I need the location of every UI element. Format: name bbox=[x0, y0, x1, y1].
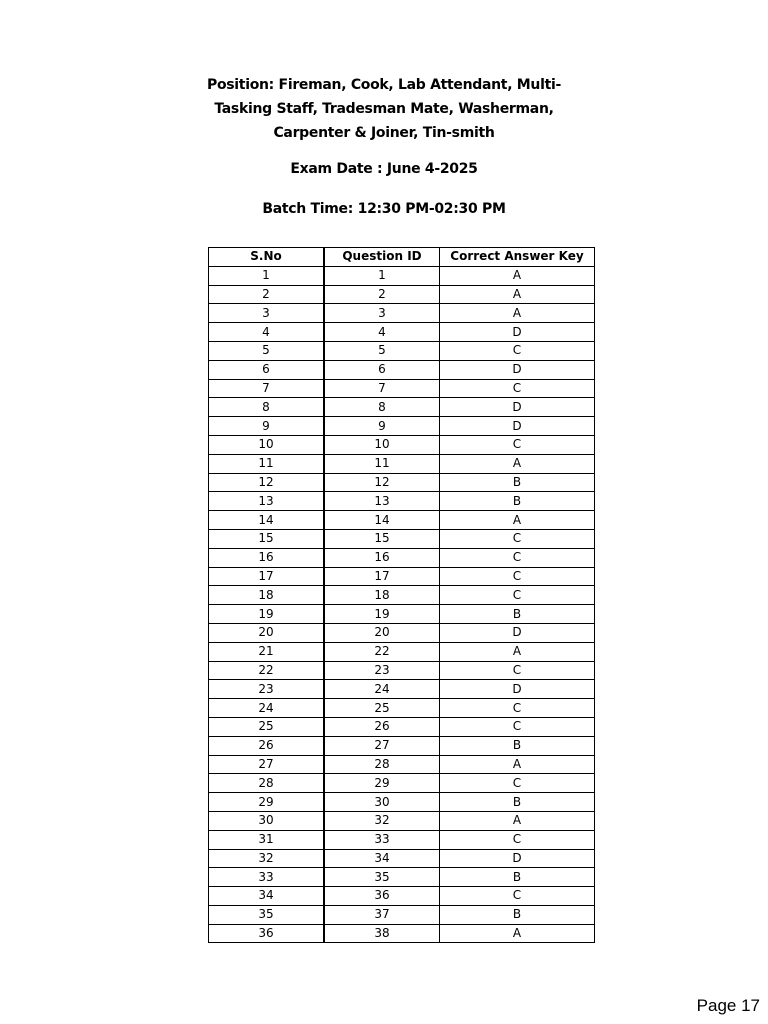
cell-sno: 11 bbox=[209, 454, 325, 473]
cell-answer-key: C bbox=[440, 529, 595, 548]
cell-question-id: 11 bbox=[324, 454, 440, 473]
cell-question-id: 12 bbox=[324, 473, 440, 492]
table-row bbox=[209, 341, 595, 360]
cell-sno: 15 bbox=[209, 529, 325, 548]
cell-answer-key: D bbox=[440, 680, 595, 699]
answer-key-table bbox=[208, 247, 595, 943]
cell-sno: 5 bbox=[209, 341, 325, 360]
cell-answer-key: A bbox=[440, 924, 595, 943]
cell-sno: 34 bbox=[209, 887, 325, 906]
cell-answer-key: C bbox=[440, 887, 595, 906]
cell-question-id: 32 bbox=[324, 811, 440, 830]
cell-answer-key: B bbox=[440, 793, 595, 812]
cell-sno: 33 bbox=[209, 868, 325, 887]
cell-question-id: 27 bbox=[324, 736, 440, 755]
cell-question-id: 7 bbox=[324, 379, 440, 398]
table-row bbox=[209, 699, 595, 718]
cell-sno: 25 bbox=[209, 717, 325, 736]
table-row bbox=[209, 586, 595, 605]
cell-question-id: 6 bbox=[324, 360, 440, 379]
cell-answer-key: D bbox=[440, 398, 595, 417]
table-row bbox=[209, 830, 595, 849]
table-row bbox=[209, 755, 595, 774]
table-row bbox=[209, 717, 595, 736]
cell-question-id: 18 bbox=[324, 586, 440, 605]
cell-answer-key: B bbox=[440, 868, 595, 887]
cell-answer-key: A bbox=[440, 454, 595, 473]
cell-answer-key: C bbox=[440, 586, 595, 605]
cell-answer-key: C bbox=[440, 379, 595, 398]
cell-sno: 8 bbox=[209, 398, 325, 417]
table-row bbox=[209, 492, 595, 511]
table-body bbox=[209, 266, 595, 943]
cell-question-id: 36 bbox=[324, 887, 440, 906]
position-line-3: Carpenter & Joiner, Tin-smith bbox=[273, 125, 495, 141]
position-line-2: Tasking Staff, Tradesman Mate, Washerman, bbox=[214, 101, 554, 117]
table-row bbox=[209, 567, 595, 586]
cell-question-id: 17 bbox=[324, 567, 440, 586]
cell-question-id: 37 bbox=[324, 905, 440, 924]
cell-answer-key: C bbox=[440, 567, 595, 586]
table-row bbox=[209, 323, 595, 342]
cell-question-id: 26 bbox=[324, 717, 440, 736]
table-row bbox=[209, 548, 595, 567]
table-row bbox=[209, 849, 595, 868]
cell-question-id: 28 bbox=[324, 755, 440, 774]
cell-sno: 28 bbox=[209, 774, 325, 793]
position-line-1: Position: Fireman, Cook, Lab Attendant, Multi- bbox=[207, 77, 561, 93]
table-row bbox=[209, 924, 595, 943]
cell-sno: 26 bbox=[209, 736, 325, 755]
page-number: Page 17 bbox=[696, 996, 760, 1015]
cell-sno: 12 bbox=[209, 473, 325, 492]
exam-date: Exam Date : June 4-2025 bbox=[290, 161, 478, 177]
cell-question-id: 34 bbox=[324, 849, 440, 868]
cell-answer-key: D bbox=[440, 849, 595, 868]
cell-answer-key: C bbox=[440, 830, 595, 849]
table-row bbox=[209, 642, 595, 661]
cell-sno: 23 bbox=[209, 680, 325, 699]
cell-answer-key: C bbox=[440, 548, 595, 567]
table-row bbox=[209, 285, 595, 304]
table-row bbox=[209, 680, 595, 699]
cell-question-id: 8 bbox=[324, 398, 440, 417]
table-row bbox=[209, 623, 595, 642]
cell-sno: 20 bbox=[209, 623, 325, 642]
cell-sno: 13 bbox=[209, 492, 325, 511]
table-row bbox=[209, 905, 595, 924]
cell-question-id: 20 bbox=[324, 623, 440, 642]
cell-question-id: 16 bbox=[324, 548, 440, 567]
cell-sno: 17 bbox=[209, 567, 325, 586]
cell-question-id: 19 bbox=[324, 605, 440, 624]
cell-question-id: 13 bbox=[324, 492, 440, 511]
cell-sno: 7 bbox=[209, 379, 325, 398]
cell-answer-key: C bbox=[440, 435, 595, 454]
column-header-answer-key: Correct Answer Key bbox=[440, 248, 595, 267]
cell-answer-key: A bbox=[440, 755, 595, 774]
cell-question-id: 9 bbox=[324, 417, 440, 436]
table-row bbox=[209, 605, 595, 624]
table-row bbox=[209, 736, 595, 755]
table-row bbox=[209, 473, 595, 492]
cell-sno: 9 bbox=[209, 417, 325, 436]
table-row bbox=[209, 435, 595, 454]
cell-answer-key: D bbox=[440, 360, 595, 379]
table-row bbox=[209, 793, 595, 812]
cell-sno: 21 bbox=[209, 642, 325, 661]
cell-answer-key: C bbox=[440, 699, 595, 718]
cell-sno: 24 bbox=[209, 699, 325, 718]
cell-sno: 29 bbox=[209, 793, 325, 812]
cell-answer-key: C bbox=[440, 774, 595, 793]
cell-answer-key: A bbox=[440, 642, 595, 661]
cell-answer-key: D bbox=[440, 623, 595, 642]
cell-answer-key: B bbox=[440, 473, 595, 492]
cell-answer-key: C bbox=[440, 717, 595, 736]
cell-answer-key: B bbox=[440, 605, 595, 624]
cell-answer-key: A bbox=[440, 511, 595, 530]
cell-answer-key: B bbox=[440, 736, 595, 755]
column-header-sno: S.No bbox=[209, 248, 325, 267]
cell-answer-key: C bbox=[440, 661, 595, 680]
cell-sno: 35 bbox=[209, 905, 325, 924]
cell-sno: 30 bbox=[209, 811, 325, 830]
cell-question-id: 3 bbox=[324, 304, 440, 323]
cell-question-id: 2 bbox=[324, 285, 440, 304]
cell-answer-key: C bbox=[440, 341, 595, 360]
table-row bbox=[209, 360, 595, 379]
cell-sno: 31 bbox=[209, 830, 325, 849]
table-row bbox=[209, 887, 595, 906]
cell-question-id: 4 bbox=[324, 323, 440, 342]
cell-answer-key: A bbox=[440, 304, 595, 323]
cell-question-id: 22 bbox=[324, 642, 440, 661]
cell-sno: 32 bbox=[209, 849, 325, 868]
cell-question-id: 1 bbox=[324, 266, 440, 285]
table-row bbox=[209, 379, 595, 398]
cell-answer-key: A bbox=[440, 266, 595, 285]
cell-answer-key: A bbox=[440, 285, 595, 304]
cell-answer-key: B bbox=[440, 492, 595, 511]
cell-sno: 18 bbox=[209, 586, 325, 605]
cell-question-id: 38 bbox=[324, 924, 440, 943]
cell-sno: 4 bbox=[209, 323, 325, 342]
cell-sno: 14 bbox=[209, 511, 325, 530]
batch-time: Batch Time: 12:30 PM-02:30 PM bbox=[262, 201, 506, 217]
cell-sno: 36 bbox=[209, 924, 325, 943]
cell-sno: 19 bbox=[209, 605, 325, 624]
cell-question-id: 5 bbox=[324, 341, 440, 360]
position-heading bbox=[0, 73, 768, 145]
cell-sno: 3 bbox=[209, 304, 325, 323]
cell-question-id: 14 bbox=[324, 511, 440, 530]
table-row bbox=[209, 511, 595, 530]
column-header-question-id: Question ID bbox=[324, 248, 440, 267]
cell-sno: 27 bbox=[209, 755, 325, 774]
cell-question-id: 15 bbox=[324, 529, 440, 548]
table-row bbox=[209, 304, 595, 323]
table-row bbox=[209, 454, 595, 473]
table-row bbox=[209, 868, 595, 887]
table-row bbox=[209, 398, 595, 417]
cell-sno: 2 bbox=[209, 285, 325, 304]
cell-sno: 16 bbox=[209, 548, 325, 567]
cell-question-id: 30 bbox=[324, 793, 440, 812]
table-row bbox=[209, 661, 595, 680]
cell-answer-key: B bbox=[440, 905, 595, 924]
cell-question-id: 23 bbox=[324, 661, 440, 680]
table-row bbox=[209, 417, 595, 436]
cell-question-id: 24 bbox=[324, 680, 440, 699]
cell-question-id: 35 bbox=[324, 868, 440, 887]
cell-sno: 1 bbox=[209, 266, 325, 285]
table-header-row bbox=[209, 248, 595, 267]
cell-question-id: 29 bbox=[324, 774, 440, 793]
table-row bbox=[209, 266, 595, 285]
table-row bbox=[209, 811, 595, 830]
cell-sno: 22 bbox=[209, 661, 325, 680]
cell-answer-key: A bbox=[440, 811, 595, 830]
cell-question-id: 25 bbox=[324, 699, 440, 718]
table-row bbox=[209, 774, 595, 793]
cell-sno: 10 bbox=[209, 435, 325, 454]
table-row bbox=[209, 529, 595, 548]
cell-question-id: 10 bbox=[324, 435, 440, 454]
cell-answer-key: D bbox=[440, 323, 595, 342]
cell-question-id: 33 bbox=[324, 830, 440, 849]
cell-answer-key: D bbox=[440, 417, 595, 436]
cell-sno: 6 bbox=[209, 360, 325, 379]
